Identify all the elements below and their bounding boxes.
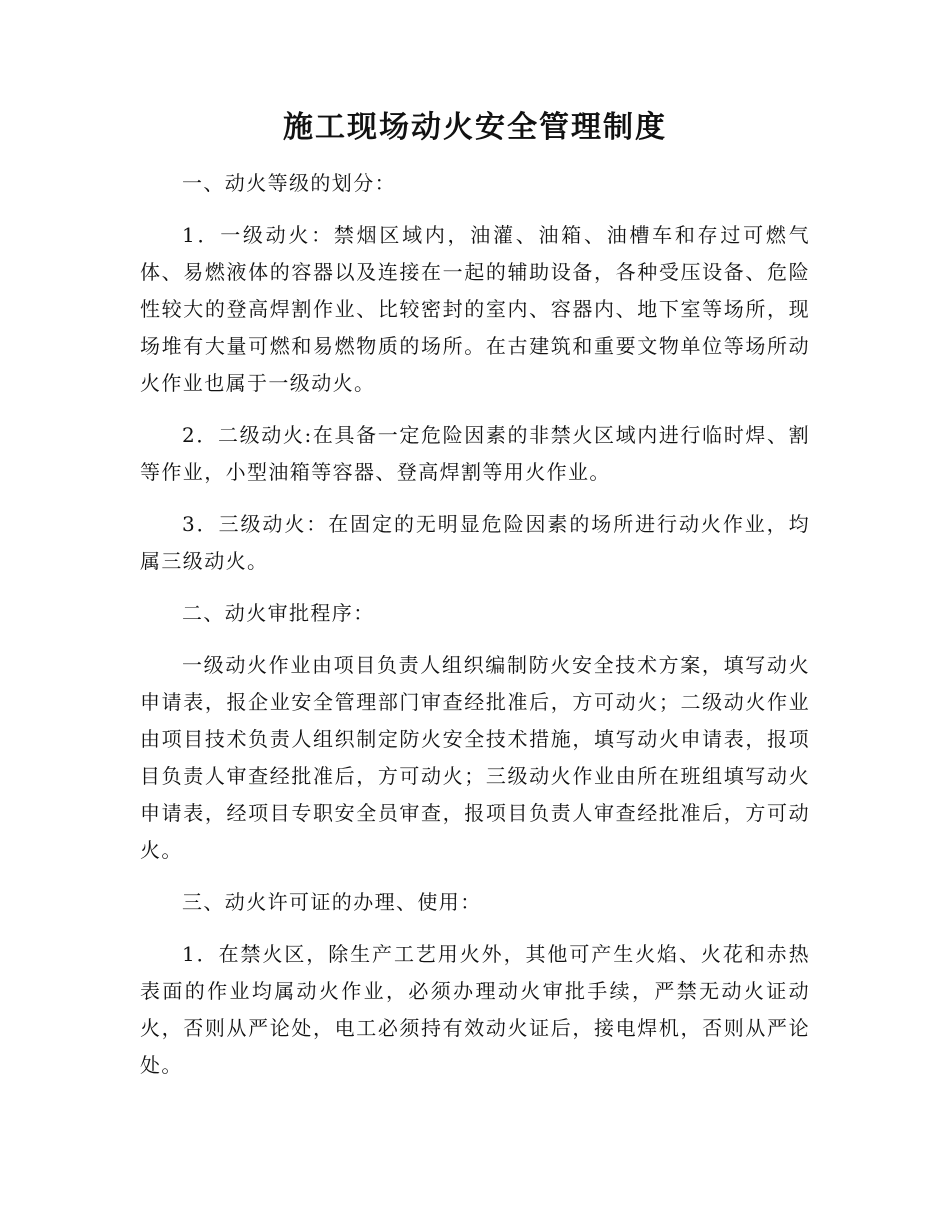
paragraph-approval-procedure: 一级动火作业由项目负责人组织编制防火安全技术方案，填写动火申请表，报企业安全管理部门审查经批准后，方可动火；二级动火作业由项目技术负责人组织制定防火安全技术措施，填写动火申请表，报项目负责人审查经批准后，方可动火；三级动火作业由所在班组填写动火申请表，经项目专职安全员审查，报项目负责人审查经批准后，方可动火。	[140, 653, 810, 862]
paragraph-permit-usage: 1．在禁火区，除生产工艺用火外，其他可产生火焰、火花和赤热表面的作业均属动火作业，必须办理动火审批手续，严禁无动火证动火，否则从严论处，电工必须持有效动火证后，接电焊机，否则从严论处。	[140, 942, 810, 1077]
document-title: 施工现场动火安全管理制度	[283, 110, 667, 145]
paragraph-level-three-fire: 3．三级动火：在固定的无明显危险因素的场所进行动火作业，均属三级动火。	[140, 512, 810, 573]
section-heading-1: 一、动火等级的划分：	[182, 171, 396, 195]
section-heading-3: 三、动火许可证的办理、使用：	[182, 890, 482, 914]
paragraph-level-one-fire: 1．一级动火：禁烟区域内，油灌、油箱、油槽车和存过可燃气体、易燃液体的容器以及连接在一起的辅助设备，各种受压设备、危险性较大的登高焊割作业、比较密封的室内、容器内、地下室等场所，现场堆有大量可燃和易燃物质的场所。在古建筑和重要文物单位等场所动火作业也属于一级动火。	[140, 223, 810, 395]
section-heading-2: 二、动火审批程序：	[182, 601, 375, 625]
document-body	[140, 165, 810, 1099]
paragraph-level-two-fire: 2．二级动火:在具备一定危险因素的非禁火区域内进行临时焊、割等作业，小型油箱等容器、登高焊割等用火作业。	[140, 423, 810, 484]
